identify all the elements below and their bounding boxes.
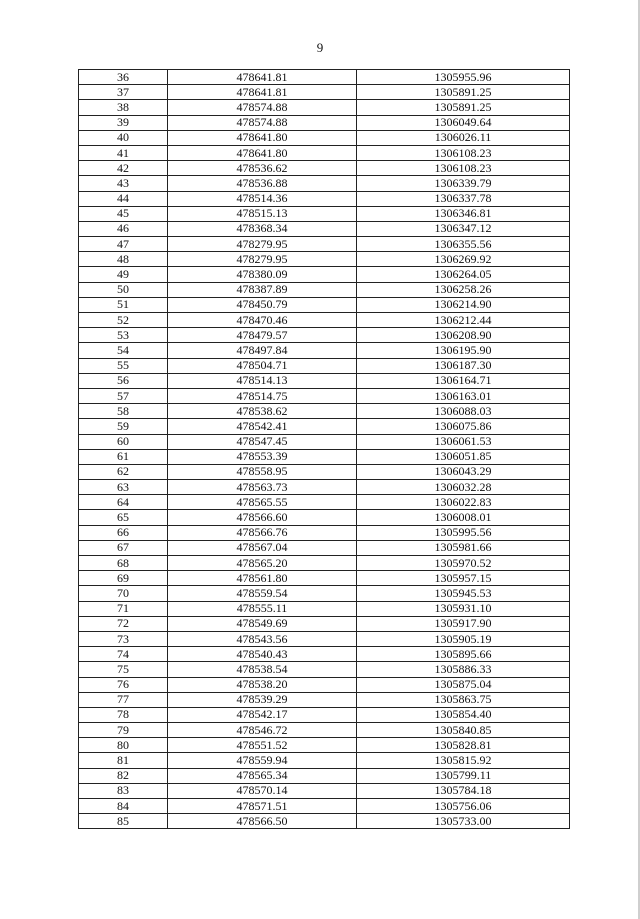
point-number-cell: 71 bbox=[79, 601, 168, 616]
point-number-cell: 41 bbox=[79, 145, 168, 160]
table-row bbox=[79, 464, 570, 479]
point-number-cell: 63 bbox=[79, 480, 168, 495]
y-coordinate-cell: 1305854.40 bbox=[357, 707, 570, 722]
table-row bbox=[79, 449, 570, 464]
table-row bbox=[79, 571, 570, 586]
table-row bbox=[79, 388, 570, 403]
y-coordinate-cell: 1306164.71 bbox=[357, 373, 570, 388]
point-number-cell: 48 bbox=[79, 252, 168, 267]
x-coordinate-cell: 478641.80 bbox=[168, 130, 357, 145]
x-coordinate-cell: 478563.73 bbox=[168, 480, 357, 495]
y-coordinate-cell: 1305815.92 bbox=[357, 753, 570, 768]
table-row bbox=[79, 267, 570, 282]
point-number-cell: 60 bbox=[79, 434, 168, 449]
point-number-cell: 40 bbox=[79, 130, 168, 145]
x-coordinate-cell: 478570.14 bbox=[168, 783, 357, 798]
y-coordinate-cell: 1306075.86 bbox=[357, 419, 570, 434]
y-coordinate-cell: 1306337.78 bbox=[357, 191, 570, 206]
x-coordinate-cell: 478542.17 bbox=[168, 707, 357, 722]
point-number-cell: 50 bbox=[79, 282, 168, 297]
y-coordinate-cell: 1305995.56 bbox=[357, 525, 570, 540]
table-row bbox=[79, 540, 570, 555]
table-row bbox=[79, 495, 570, 510]
table-row bbox=[79, 282, 570, 297]
x-coordinate-cell: 478515.13 bbox=[168, 206, 357, 221]
table-row bbox=[79, 237, 570, 252]
table-row bbox=[79, 115, 570, 130]
table-row bbox=[79, 753, 570, 768]
point-number-cell: 54 bbox=[79, 343, 168, 358]
y-coordinate-cell: 1306051.85 bbox=[357, 449, 570, 464]
x-coordinate-cell: 478538.62 bbox=[168, 404, 357, 419]
y-coordinate-cell: 1306022.83 bbox=[357, 495, 570, 510]
point-number-cell: 62 bbox=[79, 464, 168, 479]
y-coordinate-cell: 1305945.53 bbox=[357, 586, 570, 601]
x-coordinate-cell: 478641.81 bbox=[168, 85, 357, 100]
table-row bbox=[79, 161, 570, 176]
x-coordinate-cell: 478514.36 bbox=[168, 191, 357, 206]
point-number-cell: 75 bbox=[79, 662, 168, 677]
table-row bbox=[79, 70, 570, 85]
table-row bbox=[79, 404, 570, 419]
table-row bbox=[79, 783, 570, 798]
table-row bbox=[79, 434, 570, 449]
x-coordinate-cell: 478543.56 bbox=[168, 631, 357, 646]
point-number-cell: 69 bbox=[79, 571, 168, 586]
y-coordinate-cell: 1306032.28 bbox=[357, 480, 570, 495]
y-coordinate-cell: 1306187.30 bbox=[357, 358, 570, 373]
point-number-cell: 78 bbox=[79, 707, 168, 722]
y-coordinate-cell: 1306043.29 bbox=[357, 464, 570, 479]
point-number-cell: 37 bbox=[79, 85, 168, 100]
y-coordinate-cell: 1306061.53 bbox=[357, 434, 570, 449]
point-number-cell: 81 bbox=[79, 753, 168, 768]
table-row bbox=[79, 647, 570, 662]
page-number: 9 bbox=[316, 40, 324, 55]
x-coordinate-cell: 478547.45 bbox=[168, 434, 357, 449]
point-number-cell: 43 bbox=[79, 176, 168, 191]
point-number-cell: 51 bbox=[79, 297, 168, 312]
x-coordinate-cell: 478504.71 bbox=[168, 358, 357, 373]
y-coordinate-cell: 1305905.19 bbox=[357, 631, 570, 646]
x-coordinate-cell: 478565.20 bbox=[168, 556, 357, 571]
y-coordinate-cell: 1306195.90 bbox=[357, 343, 570, 358]
table-row bbox=[79, 738, 570, 753]
y-coordinate-cell: 1306108.23 bbox=[357, 161, 570, 176]
y-coordinate-cell: 1306049.64 bbox=[357, 115, 570, 130]
table-row bbox=[79, 191, 570, 206]
point-number-cell: 39 bbox=[79, 115, 168, 130]
point-number-cell: 67 bbox=[79, 540, 168, 555]
point-number-cell: 53 bbox=[79, 328, 168, 343]
point-number-cell: 59 bbox=[79, 419, 168, 434]
point-number-cell: 73 bbox=[79, 631, 168, 646]
y-coordinate-cell: 1306355.56 bbox=[357, 237, 570, 252]
point-number-cell: 70 bbox=[79, 586, 168, 601]
point-number-cell: 82 bbox=[79, 768, 168, 783]
table-row bbox=[79, 677, 570, 692]
point-number-cell: 79 bbox=[79, 723, 168, 738]
table-row bbox=[79, 313, 570, 328]
table-row bbox=[79, 85, 570, 100]
table-row bbox=[79, 343, 570, 358]
point-number-cell: 65 bbox=[79, 510, 168, 525]
y-coordinate-cell: 1305875.04 bbox=[357, 677, 570, 692]
table-row bbox=[79, 358, 570, 373]
y-coordinate-cell: 1305931.10 bbox=[357, 601, 570, 616]
x-coordinate-cell: 478497.84 bbox=[168, 343, 357, 358]
y-coordinate-cell: 1305784.18 bbox=[357, 783, 570, 798]
point-number-cell: 83 bbox=[79, 783, 168, 798]
y-coordinate-cell: 1306339.79 bbox=[357, 176, 570, 191]
point-number-cell: 58 bbox=[79, 404, 168, 419]
point-number-cell: 74 bbox=[79, 647, 168, 662]
table-row bbox=[79, 510, 570, 525]
x-coordinate-cell: 478574.88 bbox=[168, 100, 357, 115]
table-row bbox=[79, 556, 570, 571]
x-coordinate-cell: 478380.09 bbox=[168, 267, 357, 282]
x-coordinate-cell: 478540.43 bbox=[168, 647, 357, 662]
x-coordinate-cell: 478538.54 bbox=[168, 662, 357, 677]
table-row bbox=[79, 707, 570, 722]
point-number-cell: 77 bbox=[79, 692, 168, 707]
x-coordinate-cell: 478558.95 bbox=[168, 464, 357, 479]
x-coordinate-cell: 478536.88 bbox=[168, 176, 357, 191]
point-number-cell: 80 bbox=[79, 738, 168, 753]
y-coordinate-cell: 1306212.44 bbox=[357, 313, 570, 328]
y-coordinate-cell: 1305886.33 bbox=[357, 662, 570, 677]
x-coordinate-cell: 478555.11 bbox=[168, 601, 357, 616]
x-coordinate-cell: 478565.55 bbox=[168, 495, 357, 510]
x-coordinate-cell: 478538.20 bbox=[168, 677, 357, 692]
point-number-cell: 55 bbox=[79, 358, 168, 373]
x-coordinate-cell: 478279.95 bbox=[168, 237, 357, 252]
table-row bbox=[79, 723, 570, 738]
table-row bbox=[79, 814, 570, 829]
table-row bbox=[79, 252, 570, 267]
point-number-cell: 36 bbox=[79, 70, 168, 85]
table-row bbox=[79, 221, 570, 236]
table-row bbox=[79, 768, 570, 783]
table-row bbox=[79, 616, 570, 631]
y-coordinate-cell: 1306108.23 bbox=[357, 145, 570, 160]
x-coordinate-cell: 478553.39 bbox=[168, 449, 357, 464]
table-row bbox=[79, 631, 570, 646]
y-coordinate-cell: 1305799.11 bbox=[357, 768, 570, 783]
x-coordinate-cell: 478279.95 bbox=[168, 252, 357, 267]
x-coordinate-cell: 478559.94 bbox=[168, 753, 357, 768]
table-row bbox=[79, 692, 570, 707]
y-coordinate-cell: 1306163.01 bbox=[357, 388, 570, 403]
coordinates-table-body bbox=[79, 70, 570, 829]
y-coordinate-cell: 1305733.00 bbox=[357, 814, 570, 829]
x-coordinate-cell: 478566.50 bbox=[168, 814, 357, 829]
y-coordinate-cell: 1305957.15 bbox=[357, 571, 570, 586]
y-coordinate-cell: 1306264.05 bbox=[357, 267, 570, 282]
y-coordinate-cell: 1305756.06 bbox=[357, 799, 570, 814]
x-coordinate-cell: 478514.13 bbox=[168, 373, 357, 388]
x-coordinate-cell: 478566.76 bbox=[168, 525, 357, 540]
table-row bbox=[79, 525, 570, 540]
point-number-cell: 46 bbox=[79, 221, 168, 236]
point-number-cell: 38 bbox=[79, 100, 168, 115]
point-number-cell: 45 bbox=[79, 206, 168, 221]
y-coordinate-cell: 1305917.90 bbox=[357, 616, 570, 631]
point-number-cell: 76 bbox=[79, 677, 168, 692]
point-number-cell: 85 bbox=[79, 814, 168, 829]
point-number-cell: 84 bbox=[79, 799, 168, 814]
table-row bbox=[79, 206, 570, 221]
point-number-cell: 64 bbox=[79, 495, 168, 510]
point-number-cell: 47 bbox=[79, 237, 168, 252]
y-coordinate-cell: 1306346.81 bbox=[357, 206, 570, 221]
point-number-cell: 57 bbox=[79, 388, 168, 403]
x-coordinate-cell: 478514.75 bbox=[168, 388, 357, 403]
y-coordinate-cell: 1305970.52 bbox=[357, 556, 570, 571]
point-number-cell: 66 bbox=[79, 525, 168, 540]
x-coordinate-cell: 478542.41 bbox=[168, 419, 357, 434]
y-coordinate-cell: 1305863.75 bbox=[357, 692, 570, 707]
y-coordinate-cell: 1305891.25 bbox=[357, 100, 570, 115]
y-coordinate-cell: 1305955.96 bbox=[357, 70, 570, 85]
point-number-cell: 72 bbox=[79, 616, 168, 631]
coordinates-table bbox=[78, 69, 570, 829]
x-coordinate-cell: 478546.72 bbox=[168, 723, 357, 738]
x-coordinate-cell: 478565.34 bbox=[168, 768, 357, 783]
x-coordinate-cell: 478574.88 bbox=[168, 115, 357, 130]
x-coordinate-cell: 478571.51 bbox=[168, 799, 357, 814]
table-row bbox=[79, 176, 570, 191]
x-coordinate-cell: 478567.04 bbox=[168, 540, 357, 555]
y-coordinate-cell: 1306269.92 bbox=[357, 252, 570, 267]
point-number-cell: 68 bbox=[79, 556, 168, 571]
x-coordinate-cell: 478450.79 bbox=[168, 297, 357, 312]
x-coordinate-cell: 478641.81 bbox=[168, 70, 357, 85]
table-row bbox=[79, 100, 570, 115]
x-coordinate-cell: 478479.57 bbox=[168, 328, 357, 343]
x-coordinate-cell: 478551.52 bbox=[168, 738, 357, 753]
point-number-cell: 44 bbox=[79, 191, 168, 206]
y-coordinate-cell: 1306008.01 bbox=[357, 510, 570, 525]
x-coordinate-cell: 478566.60 bbox=[168, 510, 357, 525]
y-coordinate-cell: 1306088.03 bbox=[357, 404, 570, 419]
table-row bbox=[79, 586, 570, 601]
y-coordinate-cell: 1306214.90 bbox=[357, 297, 570, 312]
x-coordinate-cell: 478549.69 bbox=[168, 616, 357, 631]
y-coordinate-cell: 1305981.66 bbox=[357, 540, 570, 555]
y-coordinate-cell: 1305840.85 bbox=[357, 723, 570, 738]
table-row bbox=[79, 328, 570, 343]
y-coordinate-cell: 1306258.26 bbox=[357, 282, 570, 297]
x-coordinate-cell: 478470.46 bbox=[168, 313, 357, 328]
table-row bbox=[79, 145, 570, 160]
y-coordinate-cell: 1306208.90 bbox=[357, 328, 570, 343]
table-row bbox=[79, 480, 570, 495]
x-coordinate-cell: 478539.29 bbox=[168, 692, 357, 707]
table-row bbox=[79, 799, 570, 814]
y-coordinate-cell: 1305891.25 bbox=[357, 85, 570, 100]
point-number-cell: 61 bbox=[79, 449, 168, 464]
table-row bbox=[79, 419, 570, 434]
y-coordinate-cell: 1306026.11 bbox=[357, 130, 570, 145]
point-number-cell: 49 bbox=[79, 267, 168, 282]
y-coordinate-cell: 1305828.81 bbox=[357, 738, 570, 753]
table-row bbox=[79, 373, 570, 388]
point-number-cell: 52 bbox=[79, 313, 168, 328]
x-coordinate-cell: 478368.34 bbox=[168, 221, 357, 236]
point-number-cell: 56 bbox=[79, 373, 168, 388]
y-coordinate-cell: 1306347.12 bbox=[357, 221, 570, 236]
x-coordinate-cell: 478387.89 bbox=[168, 282, 357, 297]
table-row bbox=[79, 601, 570, 616]
x-coordinate-cell: 478536.62 bbox=[168, 161, 357, 176]
y-coordinate-cell: 1305895.66 bbox=[357, 647, 570, 662]
x-coordinate-cell: 478561.80 bbox=[168, 571, 357, 586]
table-row bbox=[79, 662, 570, 677]
x-coordinate-cell: 478641.80 bbox=[168, 145, 357, 160]
point-number-cell: 42 bbox=[79, 161, 168, 176]
table-row bbox=[79, 130, 570, 145]
table-row bbox=[79, 297, 570, 312]
x-coordinate-cell: 478559.54 bbox=[168, 586, 357, 601]
